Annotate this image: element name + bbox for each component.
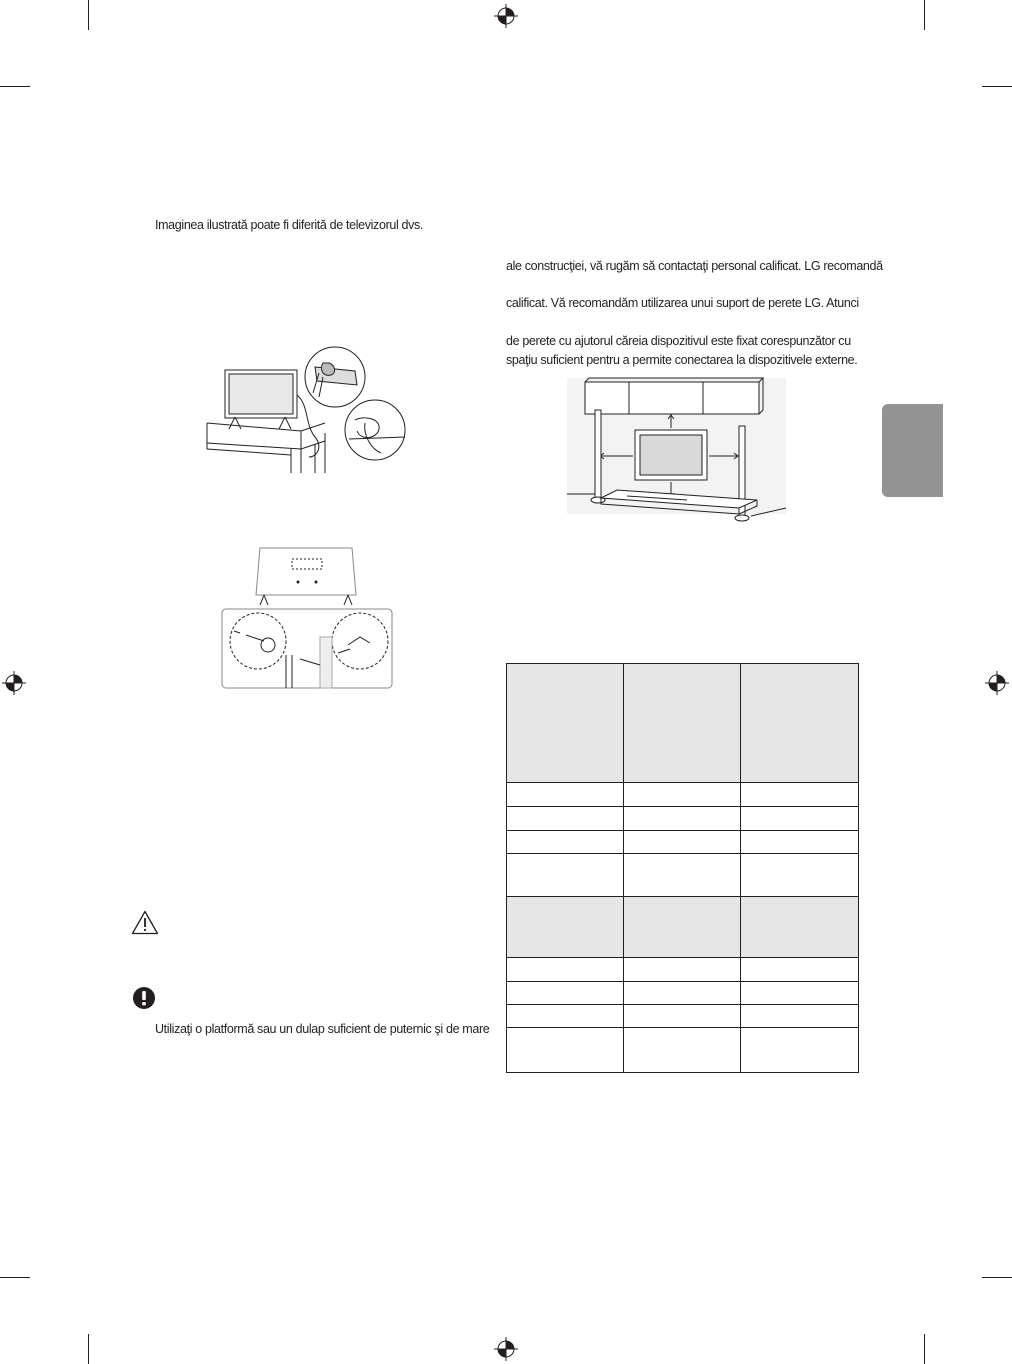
crop-mark: [924, 0, 925, 30]
registration-mark-icon: [2, 671, 26, 695]
table-cell: [624, 854, 741, 897]
table-cell: [624, 1005, 741, 1028]
table-cell: [507, 958, 624, 982]
wall-mount-text-line4: spaţiu suficient pentru a permite conectarea la dispozitivele externe.: [506, 353, 858, 367]
table-cell: [624, 831, 741, 854]
table-cell: [741, 664, 859, 783]
table-cell: [624, 897, 741, 958]
language-side-tab: [882, 404, 943, 497]
crop-mark: [88, 1334, 89, 1364]
table-cell: [624, 807, 741, 831]
registration-mark-icon: [985, 671, 1009, 695]
table-cell: [624, 982, 741, 1005]
note-exclamation-icon: [132, 986, 156, 1010]
crop-mark: [924, 1334, 925, 1364]
warning-triangle-icon: [131, 910, 159, 935]
wall-clearance-illustration: [567, 378, 789, 530]
table-cell: [624, 664, 741, 783]
table-cell: [741, 807, 859, 831]
table-row: [507, 958, 859, 982]
caption-image-differs: Imaginea ilustrată poate fi diferită de televizorul dvs.: [155, 218, 424, 232]
wall-mount-text-line3: de perete cu ajutorul căreia dispozitivul este fixat corespunzător cu: [506, 334, 851, 348]
table-cell: [741, 1005, 859, 1028]
table-cell: [741, 854, 859, 897]
crop-mark: [982, 1277, 1012, 1278]
table-cell: [741, 982, 859, 1005]
table-cell: [624, 1028, 741, 1073]
table-row: [507, 807, 859, 831]
table-cell: [507, 1028, 624, 1073]
table-row: [507, 982, 859, 1005]
table-row: [507, 1005, 859, 1028]
table-row: [507, 831, 859, 854]
table-cell: [741, 831, 859, 854]
table-row: [507, 854, 859, 897]
table-cell: [507, 664, 624, 783]
table-cell: [507, 854, 624, 897]
tv-lock-illustration: [205, 345, 410, 475]
crop-mark: [88, 0, 89, 30]
table-row: [507, 1028, 859, 1073]
note-platform-text: Utilizaţi o platformă sau un dulap suficient de puternic şi de mare: [155, 1022, 490, 1036]
crop-mark: [0, 1277, 30, 1278]
table-cell: [507, 783, 624, 807]
table-row: [507, 664, 859, 783]
crop-mark: [0, 86, 30, 87]
table-cell: [741, 1028, 859, 1073]
table-cell: [624, 958, 741, 982]
table-cell: [741, 958, 859, 982]
table-cell: [507, 831, 624, 854]
crop-mark: [982, 86, 1012, 87]
table-cell: [741, 897, 859, 958]
registration-mark-icon: [494, 4, 518, 28]
table-cell: [741, 783, 859, 807]
table-cell: [507, 897, 624, 958]
table-row: [507, 783, 859, 807]
table-cell: [624, 783, 741, 807]
wall-mount-text-line1: ale construcţiei, vă rugăm să contactaţi personal calificat. LG recomandă: [506, 259, 883, 273]
wall-fix-illustration: [220, 545, 395, 690]
table-cell: [507, 1005, 624, 1028]
registration-mark-icon: [494, 1337, 518, 1361]
table-cell: [507, 807, 624, 831]
spec-table: [506, 663, 859, 1073]
table-cell: [507, 982, 624, 1005]
wall-mount-text-line2: calificat. Vă recomandăm utilizarea unui suport de perete LG. Atunci: [506, 296, 859, 310]
table-row: [507, 897, 859, 958]
